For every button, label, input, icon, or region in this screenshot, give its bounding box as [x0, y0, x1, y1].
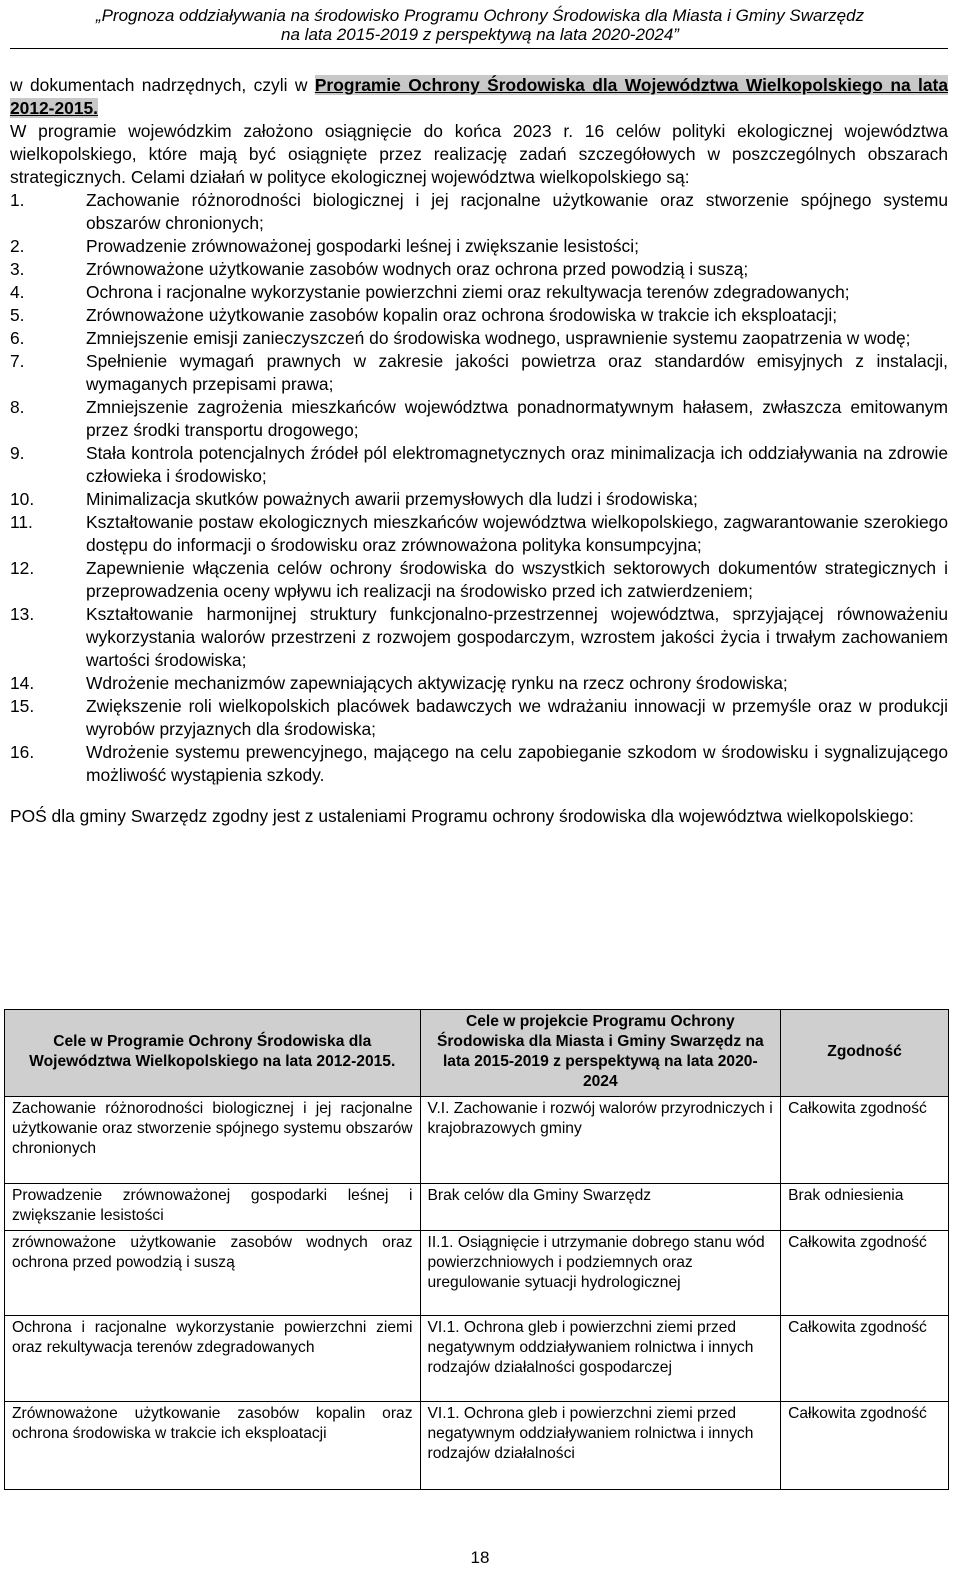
compliance-cell: Brak odniesienia: [781, 1184, 949, 1231]
voivodeship-goal-cell: Ochrona i racjonalne wykorzystanie powierzchni ziemi oraz rekultywacja terenów zdegradowanych: [5, 1316, 421, 1402]
goal-number: 2.: [10, 236, 25, 256]
goal-text: Zmniejszenie zagrożenia mieszkańców województwa ponadnormatywnym hałasem, zwłaszcza emitowanym przez środki transportu drogowego;: [86, 397, 948, 440]
goal-list-item: [10, 396, 948, 442]
gmina-goal-cell: VI.1. Ochrona gleb i powierzchni ziemi przed negatywnym oddziaływaniem rolnictwa i innych rodzajów działalności: [420, 1402, 781, 1490]
voivodeship-goal-cell: Zachowanie różnorodności biologicznej i jej racjonalne użytkowanie oraz stworzenie spójnego systemu obszarów chronionych: [5, 1097, 421, 1184]
goal-list-item: [10, 258, 948, 281]
goal-text: Kształtowanie postaw ekologicznych mieszkańców województwa wielkopolskiego, zagwarantowanie szerokiego dostępu do informacji o środowisku oraz zrównoważona polityka konsumpcyjna;: [86, 512, 948, 555]
intro-lead: w dokumentach nadrzędnych, czyli w: [10, 75, 315, 95]
goal-text: Zrównoważone użytkowanie zasobów wodnych oraz ochrona przed powodzią i suszą;: [86, 259, 749, 279]
header-line-2: na lata 2015-2019 z perspektywą na lata 2020-2024”: [281, 25, 679, 44]
conclusion-paragraph: POŚ dla gminy Swarzędz zgodny jest z ustaleniami Programu ochrony środowiska dla województwa wielkopolskiego:: [10, 806, 914, 826]
voivodeship-goal-cell: Zrównoważone użytkowanie zasobów kopalin oraz ochrona środowiska w trakcie ich eksploatacji: [5, 1402, 421, 1490]
goal-number: 8.: [10, 397, 25, 417]
goal-number: 1.: [10, 190, 25, 210]
goal-text: Zrównoważone użytkowanie zasobów kopalin oraz ochrona środowiska w trakcie ich eksploatacji;: [86, 305, 838, 325]
goal-number: 6.: [10, 328, 25, 348]
goals-list: [10, 189, 948, 787]
goal-text: Stała kontrola potencjalnych źródeł pól elektromagnetycznych oraz minimalizacja ich oddziaływania na zdrowie człowieka i środowisko;: [86, 443, 948, 486]
table-row: [5, 1402, 949, 1490]
compliance-cell: Całkowita zgodność: [781, 1231, 949, 1316]
gmina-goal-cell: II.1. Osiągnięcie i utrzymanie dobrego stanu wód powierzchniowych i podziemnych oraz uregulowanie sytuacji hydrologicznej: [420, 1231, 781, 1316]
goal-list-item: [10, 281, 948, 304]
goal-text: Zmniejszenie emisji zanieczyszczeń do środowiska wodnego, usprawnienie systemu zaopatrzenia w wodę;: [86, 328, 911, 348]
gmina-goal-cell: Brak celów dla Gminy Swarzędz: [420, 1184, 781, 1231]
goal-list-item: [10, 741, 948, 787]
header-compliance: Zgodność: [781, 1010, 949, 1097]
goal-number: 16.: [10, 742, 35, 762]
goal-text: Zwiększenie roli wielkopolskich placówek badawczych we wdrażaniu innowacji w przemyśle oraz w produkcji wyrobów przyjaznych dla środowiska;: [86, 696, 948, 739]
table-header-row: [5, 1010, 949, 1097]
goal-number: 13.: [10, 604, 35, 624]
goal-list-item: [10, 557, 948, 603]
goal-number: 4.: [10, 282, 25, 302]
goal-number: 15.: [10, 696, 35, 716]
goal-number: 12.: [10, 558, 35, 578]
compliance-cell: Całkowita zgodność: [781, 1402, 949, 1490]
goal-list-item: [10, 304, 948, 327]
goal-text: Kształtowanie harmonijnej struktury funkcjonalno-przestrzennej województwa, sprzyjającej równoważeniu wykorzystania walorów przestrzeni z rozwojem gospodarczym, wzrostem jakości życia i trwałym zachowaniem wartości środowiska;: [86, 604, 948, 670]
header-divider: [10, 48, 948, 49]
goal-number: 3.: [10, 259, 25, 279]
goal-text: Prowadzenie zrównoważonej gospodarki leśnej i zwiększanie lesistości;: [86, 236, 639, 256]
goal-number: 9.: [10, 443, 25, 463]
page-header: [0, 6, 960, 44]
gmina-goal-cell: VI.1. Ochrona gleb i powierzchni ziemi przed negatywnym oddziaływaniem rolnictwa i innych rodzajów działalności gospodarczej: [420, 1316, 781, 1402]
comparison-table: [4, 1009, 949, 1490]
table-row: [5, 1097, 949, 1184]
goal-list-item: [10, 672, 948, 695]
goal-number: 14.: [10, 673, 35, 693]
voivodeship-goal-cell: Prowadzenie zrównoważonej gospodarki leśnej i zwiększanie lesistości: [5, 1184, 421, 1231]
goal-list-item: [10, 327, 948, 350]
program-reference-link: Programie Ochrony Środowiska dla Województwa Wielkopolskiego na lata 2012-2015.: [10, 75, 948, 118]
page-body: [10, 74, 948, 828]
intro-paragraph-2: W programie wojewódzkim założono osiągnięcie do końca 2023 r. 16 celów polityki ekologicznej województwa wielkopolskiego, które mają być osiągnięte przez realizację zadań szczegółowych w poszczególnych obszarach strategicznych. Celami działań w polityce ekologicznej województwa wielkopolskiego są:: [10, 121, 948, 187]
table-row: [5, 1184, 949, 1231]
header-voivodeship-goals: Cele w Programie Ochrony Środowiska dla Województwa Wielkopolskiego na lata 2012-2015.: [5, 1010, 421, 1097]
goal-list-item: [10, 603, 948, 672]
goal-text: Wdrożenie mechanizmów zapewniających aktywizację rynku na rzecz ochrony środowiska;: [86, 673, 788, 693]
goal-number: 5.: [10, 305, 25, 325]
header-line-1: „Prognoza oddziaływania na środowisko Programu Ochrony Środowiska dla Miasta i Gminy Swarzędz: [95, 6, 865, 25]
goal-list-item: [10, 488, 948, 511]
goal-list-item: [10, 350, 948, 396]
goal-list-item: [10, 511, 948, 557]
table-row: [5, 1316, 949, 1402]
goal-list-item: [10, 189, 948, 235]
goal-text: Spełnienie wymagań prawnych w zakresie jakości powietrza oraz standardów emisyjnych z instalacji, wymaganych przepisami prawa;: [86, 351, 948, 394]
intro-paragraph: [10, 74, 948, 120]
table-row: [5, 1231, 949, 1316]
spacer: [10, 787, 948, 805]
compliance-cell: Całkowita zgodność: [781, 1316, 949, 1402]
goal-text: Zapewnienie włączenia celów ochrony środowiska do wszystkich sektorowych dokumentów strategicznych i przeprowadzenia oceny wpływu ich realizacji na środowisko przed ich zatwierdzeniem;: [86, 558, 948, 601]
goal-text: Minimalizacja skutków poważnych awarii przemysłowych dla ludzi i środowiska;: [86, 489, 698, 509]
header-gmina-goals: Cele w projekcie Programu Ochrony Środowiska dla Miasta i Gminy Swarzędz na lata 2015-2019 z perspektywą na lata 2020-2024: [420, 1010, 781, 1097]
goal-list-item: [10, 695, 948, 741]
goal-list-item: [10, 442, 948, 488]
gmina-goal-cell: V.I. Zachowanie i rozwój walorów przyrodniczych i krajobrazowych gminy: [420, 1097, 781, 1184]
table-body: [5, 1097, 949, 1490]
compliance-cell: Całkowita zgodność: [781, 1097, 949, 1184]
voivodeship-goal-cell: zrównoważone użytkowanie zasobów wodnych oraz ochrona przed powodzią i suszą: [5, 1231, 421, 1316]
goal-number: 7.: [10, 351, 25, 371]
page-number: 18: [470, 1548, 490, 1567]
goal-number: 11.: [10, 512, 33, 532]
goal-text: Wdrożenie systemu prewencyjnego, mającego na celu zapobieganie szkodom w środowisku i sygnalizującego możliwość wystąpienia szkody.: [86, 742, 948, 785]
goal-text: Zachowanie różnorodności biologicznej i jej racjonalne użytkowanie oraz stworzenie spójnego systemu obszarów chronionych;: [86, 190, 948, 233]
goal-list-item: [10, 235, 948, 258]
goal-text: Ochrona i racjonalne wykorzystanie powierzchni ziemi oraz rekultywacja terenów zdegradowanych;: [86, 282, 850, 302]
goal-number: 10.: [10, 489, 35, 509]
